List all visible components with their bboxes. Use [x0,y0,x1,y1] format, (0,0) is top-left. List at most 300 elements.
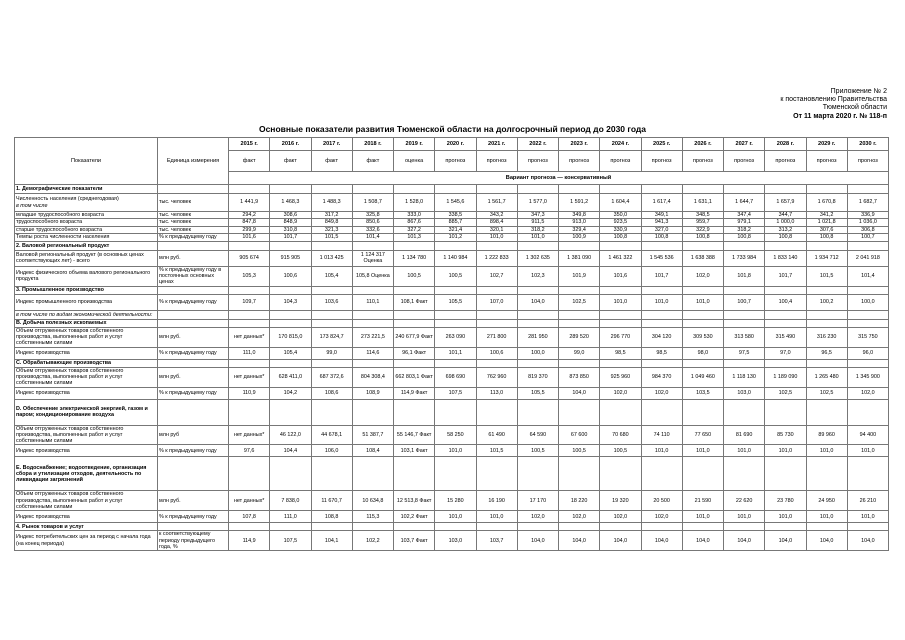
value-cell: 101,9 [559,266,600,286]
value-cell [641,457,682,491]
value-cell [352,457,393,491]
row-label: В. Добыча полезных ископаемых [15,319,158,327]
value-cell: 97,5 [724,347,765,359]
value-cell: 102,0 [559,511,600,523]
header-row-years [15,138,889,151]
value-cell: 307,6 [806,226,847,233]
value-cell: 102,0 [682,266,723,286]
value-cell [847,286,888,294]
value-cell: 104,0 [517,531,558,551]
value-cell: 299,9 [229,226,270,233]
table-row [15,387,889,399]
value-cell: 104,0 [847,531,888,551]
value-cell [435,399,476,425]
table-row [15,347,889,359]
value-cell: 22 620 [724,491,765,511]
value-cell: 104,0 [641,531,682,551]
value-cell [806,310,847,319]
value-cell [476,457,517,491]
header-type: прогноз [517,151,558,172]
value-cell [641,523,682,531]
table-body [15,138,889,551]
value-cell: 55 146,7 Факт [394,425,435,445]
value-cell: 1 345 900 [847,367,888,387]
value-cell: 100,5 [435,266,476,286]
value-cell: 662 803,1 Факт [394,367,435,387]
value-cell: 97,6 [229,445,270,457]
value-cell [641,241,682,250]
value-cell [682,399,723,425]
value-cell: 107,0 [476,294,517,310]
value-cell [682,457,723,491]
row-label: Индекс производства [15,511,158,523]
value-cell: 1 561,7 [476,194,517,212]
row-unit: % к предыдущему году [158,387,229,399]
value-cell: 102,7 [476,266,517,286]
value-cell [394,399,435,425]
value-cell: 347,3 [517,212,558,219]
value-cell: 941,3 [641,219,682,226]
header-type: прогноз [806,151,847,172]
value-cell [311,359,352,367]
table-row [15,359,889,367]
value-cell: 327,0 [641,226,682,233]
row-unit: млн руб [158,425,229,445]
value-cell: 101,4 [847,266,888,286]
value-cell: 898,4 [476,219,517,226]
row-unit: % к предыдущему году [158,511,229,523]
header-type: прогноз [641,151,682,172]
value-cell [394,241,435,250]
value-cell: 1 124 317 Оценка [352,250,393,266]
value-cell: 104,0 [724,531,765,551]
value-cell: 101,5 [476,445,517,457]
value-cell: 100,5 [517,445,558,457]
value-cell: 101,6 [229,233,270,241]
value-cell [517,457,558,491]
value-cell [682,185,723,194]
header-year: 2020 г. [435,138,476,151]
value-cell: 1 528,0 [394,194,435,212]
row-unit [158,319,229,327]
table-row [15,212,889,219]
value-cell: 102,2 [352,531,393,551]
row-label: 1. Демографические показатели [15,185,158,194]
value-cell [600,185,641,194]
value-cell: 849,8 [311,219,352,226]
header-year: 2028 г. [765,138,806,151]
value-cell: 347,4 [724,212,765,219]
value-cell [559,185,600,194]
value-cell: 984 370 [641,367,682,387]
value-cell: 341,2 [806,212,847,219]
value-cell [765,310,806,319]
value-cell: 1 833 140 [765,250,806,266]
value-cell: 104,0 [517,294,558,310]
value-cell [641,286,682,294]
value-cell [311,523,352,531]
row-unit: млн руб. [158,491,229,511]
value-cell [229,241,270,250]
value-cell: 101,8 [724,266,765,286]
value-cell: 1 302 635 [517,250,558,266]
value-cell: 102,3 [517,266,558,286]
value-cell: 100,5 [559,445,600,457]
value-cell [352,286,393,294]
appendix-line: к постановлению Правительства [780,96,887,104]
value-cell: 1 049 460 [682,367,723,387]
value-cell: 100,9 [559,233,600,241]
value-cell: 320,1 [476,226,517,233]
header-type: прогноз [435,151,476,172]
row-label: Индекс производства [15,445,158,457]
value-cell: 263 090 [435,327,476,347]
value-cell: 108,9 [352,387,393,399]
value-cell [394,185,435,194]
header-type: оценка [394,151,435,172]
value-cell: 104,0 [765,531,806,551]
value-cell: 18 220 [559,491,600,511]
value-cell: 102,5 [806,387,847,399]
value-cell: 847,8 [229,219,270,226]
value-cell: 850,6 [352,219,393,226]
value-cell [724,457,765,491]
value-cell: 105,5 [435,294,476,310]
value-cell: 348,5 [682,212,723,219]
table-row [15,511,889,523]
value-cell: нет данных* [229,327,270,347]
value-cell: 104,0 [600,531,641,551]
value-cell: 1 604,4 [600,194,641,212]
value-cell: 96,0 [847,347,888,359]
value-cell: 102,0 [600,511,641,523]
value-cell: 349,8 [559,212,600,219]
value-cell [311,399,352,425]
value-cell: 100,8 [806,233,847,241]
value-cell: 100,6 [270,266,311,286]
value-cell: 915 905 [270,250,311,266]
value-cell [476,286,517,294]
table-row [15,194,889,212]
value-cell: 308,6 [270,212,311,219]
value-cell [724,399,765,425]
value-cell: 98,5 [600,347,641,359]
value-cell: 101,0 [682,445,723,457]
value-cell: 318,2 [724,226,765,233]
header-type: факт [311,151,352,172]
value-cell: 97,0 [765,347,806,359]
value-cell [806,523,847,531]
value-cell: 109,7 [229,294,270,310]
header-year: 2023 г. [559,138,600,151]
value-cell: 101,0 [476,233,517,241]
value-cell [641,399,682,425]
value-cell [724,319,765,327]
value-cell: 107,5 [435,387,476,399]
value-cell: 1 591,2 [559,194,600,212]
value-cell: 104,1 [311,531,352,551]
value-cell: 1 934 712 [806,250,847,266]
value-cell [806,457,847,491]
header-year: 2017 г. [311,138,352,151]
value-cell: 100,8 [641,233,682,241]
table-row [15,399,889,425]
value-cell: 333,0 [394,212,435,219]
row-label: младше трудоспособного возраста [15,212,158,219]
value-cell [270,319,311,327]
value-cell [641,185,682,194]
value-cell: 306,8 [847,226,888,233]
table-row [15,491,889,511]
value-cell: 1 631,1 [682,194,723,212]
value-cell: 913,0 [559,219,600,226]
value-cell: 2 041 918 [847,250,888,266]
value-cell [270,523,311,531]
value-cell: 101,5 [806,266,847,286]
row-unit: млн руб. [158,367,229,387]
value-cell: 1 657,9 [765,194,806,212]
value-cell: 19 320 [600,491,641,511]
value-cell: 101,0 [765,511,806,523]
value-cell [476,310,517,319]
header-year: 2022 г. [517,138,558,151]
value-cell [847,241,888,250]
value-cell [847,457,888,491]
value-cell: 104,3 [270,294,311,310]
row-unit: % к предыдущему году [158,445,229,457]
table-row [15,185,889,194]
value-cell: 96,1 Факт [394,347,435,359]
value-cell: 819 370 [517,367,558,387]
value-cell [765,457,806,491]
value-cell [765,359,806,367]
value-cell: 336,9 [847,212,888,219]
scenario-label: Вариант прогноза — консервативный [229,172,889,185]
value-cell: 873 850 [559,367,600,387]
appendix-line: Приложение № 2 [830,88,887,95]
row-unit [158,399,229,425]
value-cell [476,359,517,367]
value-cell: нет данных* [229,367,270,387]
value-cell [724,310,765,319]
value-cell [229,319,270,327]
value-cell [517,399,558,425]
value-cell [806,399,847,425]
value-cell: 923,5 [600,219,641,226]
value-cell [229,359,270,367]
value-cell: 1 545,6 [435,194,476,212]
table-row [15,523,889,531]
value-cell: 1 222 833 [476,250,517,266]
value-cell [682,319,723,327]
value-cell [682,523,723,531]
value-cell [270,310,311,319]
value-cell [765,399,806,425]
row-unit [158,359,229,367]
value-cell [641,359,682,367]
value-cell [435,457,476,491]
row-unit: % к предыдущему году [158,233,229,241]
value-cell: 102,0 [641,511,682,523]
value-cell [724,185,765,194]
value-cell: 289 520 [559,327,600,347]
row-label: Индекс промышленного производства [15,294,158,310]
value-cell [559,399,600,425]
value-cell: 105,4 [270,347,311,359]
value-cell [311,310,352,319]
value-cell: 108,8 [311,511,352,523]
table-row [15,250,889,266]
value-cell: 94 400 [847,425,888,445]
value-cell: 10 634,8 [352,491,393,511]
header-type: прогноз [847,151,888,172]
value-cell: 98,0 [682,347,723,359]
value-cell: 315 490 [765,327,806,347]
value-cell: 979,1 [724,219,765,226]
table-row [15,327,889,347]
value-cell: 1 617,4 [641,194,682,212]
table-row [15,319,889,327]
row-label: Индекс потребительских цен за период с начала года (на конец периода) [15,531,158,551]
value-cell [724,523,765,531]
value-cell [765,241,806,250]
value-cell [724,286,765,294]
value-cell [682,286,723,294]
header-year: 2024 г. [600,138,641,151]
value-cell: 61 490 [476,425,517,445]
row-label: Валовой региональный продукт (в основных ценах соответствующих лет) - всего [15,250,158,266]
document-title: Основные показатели развития Тюменской области на долгосрочный период до 2030 года [258,124,647,134]
value-cell [517,359,558,367]
value-cell: 46 122,0 [270,425,311,445]
value-cell: 21 590 [682,491,723,511]
value-cell [806,319,847,327]
value-cell: 1 682,7 [847,194,888,212]
value-cell: 313 580 [724,327,765,347]
value-cell: 322,9 [682,226,723,233]
value-cell: 101,0 [600,294,641,310]
value-cell: 102,0 [600,387,641,399]
value-cell [435,310,476,319]
value-cell [311,319,352,327]
value-cell [229,457,270,491]
value-cell: 11 670,7 [311,491,352,511]
value-cell [517,241,558,250]
table-row [15,367,889,387]
header-type: прогноз [724,151,765,172]
value-cell [517,185,558,194]
value-cell: нет данных* [229,425,270,445]
row-label: Индекс производства [15,347,158,359]
value-cell [559,457,600,491]
value-cell [270,286,311,294]
value-cell [682,310,723,319]
value-cell: 271 800 [476,327,517,347]
header-year: 2016 г. [270,138,311,151]
value-cell: 114,9 Факт [394,387,435,399]
value-cell [559,241,600,250]
value-cell: 911,5 [517,219,558,226]
value-cell: 925 960 [600,367,641,387]
value-cell [311,241,352,250]
value-cell: 103,0 [724,387,765,399]
value-cell: 81 690 [724,425,765,445]
header-type: факт [229,151,270,172]
row-unit [158,523,229,531]
value-cell [394,319,435,327]
value-cell: 101,0 [517,233,558,241]
value-cell [600,241,641,250]
value-cell [394,523,435,531]
value-cell: 100,8 [600,233,641,241]
row-label: Е. Водоснабжение; водоотведение, организация сбора и утилизации отходов, деятельность по ликвидации загрязнений [15,457,158,491]
value-cell: 98,5 [641,347,682,359]
table-row [15,233,889,241]
value-cell: 848,9 [270,219,311,226]
value-cell: 7 838,0 [270,491,311,511]
value-cell: 103,7 Факт [394,531,435,551]
row-unit: к соответствующему периоду предыдущего года, % [158,531,229,551]
value-cell: 115,3 [352,511,393,523]
value-cell [229,286,270,294]
value-cell [641,319,682,327]
value-cell: 100,6 [476,347,517,359]
value-cell: 17 170 [517,491,558,511]
value-cell: 100,7 [724,294,765,310]
value-cell: 101,6 [600,266,641,286]
value-cell: 101,5 [311,233,352,241]
header-unit: Единица измерения [158,138,229,185]
value-cell: 101,7 [270,233,311,241]
value-cell: 12 513,8 Факт [394,491,435,511]
value-cell: 105,3 [229,266,270,286]
value-cell [435,241,476,250]
value-cell: 101,0 [435,511,476,523]
value-cell: 67 600 [559,425,600,445]
value-cell: 106,0 [311,445,352,457]
value-cell [682,241,723,250]
value-cell: 96,5 [806,347,847,359]
value-cell: 105,4 [311,266,352,286]
value-cell: 959,7 [682,219,723,226]
row-unit [158,241,229,250]
value-cell: 26 210 [847,491,888,511]
header-type: прогноз [682,151,723,172]
value-cell: 103,6 [311,294,352,310]
value-cell: 101,7 [765,266,806,286]
header-year: 2027 г. [724,138,765,151]
table-row [15,286,889,294]
header-year: 2018 г. [352,138,393,151]
value-cell: 74 110 [641,425,682,445]
value-cell: 240 677,9 Факт [394,327,435,347]
value-cell [476,399,517,425]
row-label: Индекс производства [15,387,158,399]
value-cell [270,359,311,367]
value-cell [765,523,806,531]
row-unit [158,457,229,491]
value-cell: 1 118 130 [724,367,765,387]
table-row [15,219,889,226]
value-cell [476,185,517,194]
value-cell [847,319,888,327]
table-row [15,445,889,457]
value-cell: 108,6 [311,387,352,399]
header-type: прогноз [559,151,600,172]
row-unit [158,310,229,319]
value-cell [352,185,393,194]
header-year: 2030 г. [847,138,888,151]
